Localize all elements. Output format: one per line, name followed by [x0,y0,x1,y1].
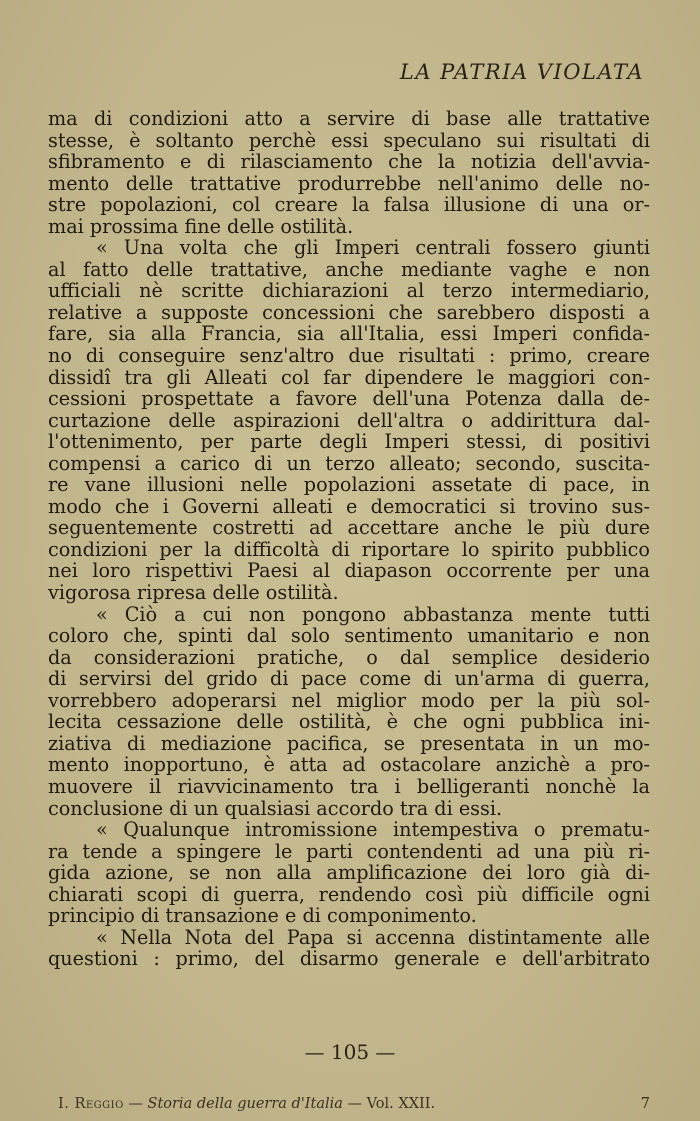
text-line: da considerazioni pratiche, o dal semplice desiderio [48,645,650,669]
text-line: ma di condizioni atto a servire di base alle trattative [48,107,650,130]
text-line: stre popolazioni, col creare la falsa illusione di una or- [48,193,650,217]
text-line: muovere il riavvicinamento tra i belligeranti nonchè la [48,774,650,798]
text-line: conclusione di un qualsiasi accordo tra di essi. [48,796,503,820]
text-line: cessioni prospettate a favore dell'una Potenza dalla de- [48,387,650,411]
text-line: dissidî tra gli Alleati col far dipendere le maggiori con- [48,365,650,389]
text-line: ziativa di mediazione pacifica, se presentata in un mo- [48,731,650,755]
text-line: ufficiali nè scritte dichiarazioni al terzo intermediario, [48,279,650,303]
text-line: condizioni per la difficoltà di riportare lo spirito pubblico [48,537,650,561]
footer [58,1096,650,1112]
text-line: re vane illusioni nelle popolazioni assetate di pace, in [48,473,650,497]
text-line: « Ciò a cui non pongono abbastanza mente tutti [96,602,650,626]
footer-title: Storia della guerra d'Italia [147,1096,343,1112]
text-line: al fatto delle trattative, anche mediante vaghe e non [48,257,650,281]
text-line: gida azione, se non alla amplificazione dei loro già di- [48,861,650,885]
text-line: relative a supposte concessioni che sarebbero disposti a [48,300,650,324]
text-line: « Qualunque intromissione intempestiva o prematu- [96,818,650,842]
footer-separator: — [342,1096,367,1112]
text-line: ra tende a spingere le parti contendenti ad una più ri- [48,839,650,863]
text-line: « Nella Nota del Papa si accenna distintamente alle [96,925,650,949]
text-line: nei loro rispettivi Paesi al diapason occorrente per una [48,559,650,583]
text-line: mento inopportuno, è atta ad ostacolare anzichè a pro- [48,753,650,777]
running-head: LA PATRIA VIOLATA [399,60,644,84]
text-line: lecita cessazione delle ostilità, è che ogni pubblica ini- [48,710,650,734]
text-line: questioni : primo, del disarmo generale e dell'arbitrato [48,947,650,971]
text-line: vigorosa ripresa delle ostilità. [48,581,339,605]
text-line: compensi a carico di un terzo alleato; secondo, suscita- [48,451,650,475]
text-line: l'ottenimento, per parte degli Imperi stessi, di positivi [48,430,650,454]
footer-signature: 7 [640,1096,650,1112]
footer-volume: Vol. XXII. [366,1096,436,1112]
text-line: no di conseguire senz'altro due risultati : primo, creare [48,344,650,368]
footer-separator: — [123,1096,148,1112]
text-line: mento delle trattative produrrebbe nell'animo delle no- [48,171,650,195]
text-line: principio di transazione e di componimento. [48,904,477,928]
body-text [48,108,650,970]
text-line: vorrebbero adoperarsi nel miglior modo per la più sol- [48,688,650,712]
text-line: seguentemente costretti ad accettare anche le più dure [48,516,650,540]
text-line: sfibramento e di rilasciamento che la notizia dell'avvia- [48,150,650,174]
text-line: coloro che, spinti dal solo sentimento umanitario e non [48,624,650,648]
text-line: mai prossima fine delle ostilità. [48,214,354,238]
text-line: di servirsi del grido di pace come di un'arma di guerra, [48,667,650,691]
text-line: chiarati scopi di guerra, rendendo così più difficile ogni [48,882,650,906]
page-number: — 105 — [304,1040,396,1064]
text-line: curtazione delle aspirazioni dell'altra o addirittura dal- [48,408,650,432]
text-line: fare, sia alla Francia, sia all'Italia, essi Imperi confida- [48,322,650,346]
text-line: modo che i Governi alleati e democratici si trovino sus- [48,494,650,518]
text-line: « Una volta che gli Imperi centrali fossero giunti [96,236,650,260]
text-line: stesse, è soltanto perchè essi speculano sui risultati di [48,128,650,152]
footer-citation [58,1096,435,1112]
footer-author: I. Reggio [58,1096,124,1112]
